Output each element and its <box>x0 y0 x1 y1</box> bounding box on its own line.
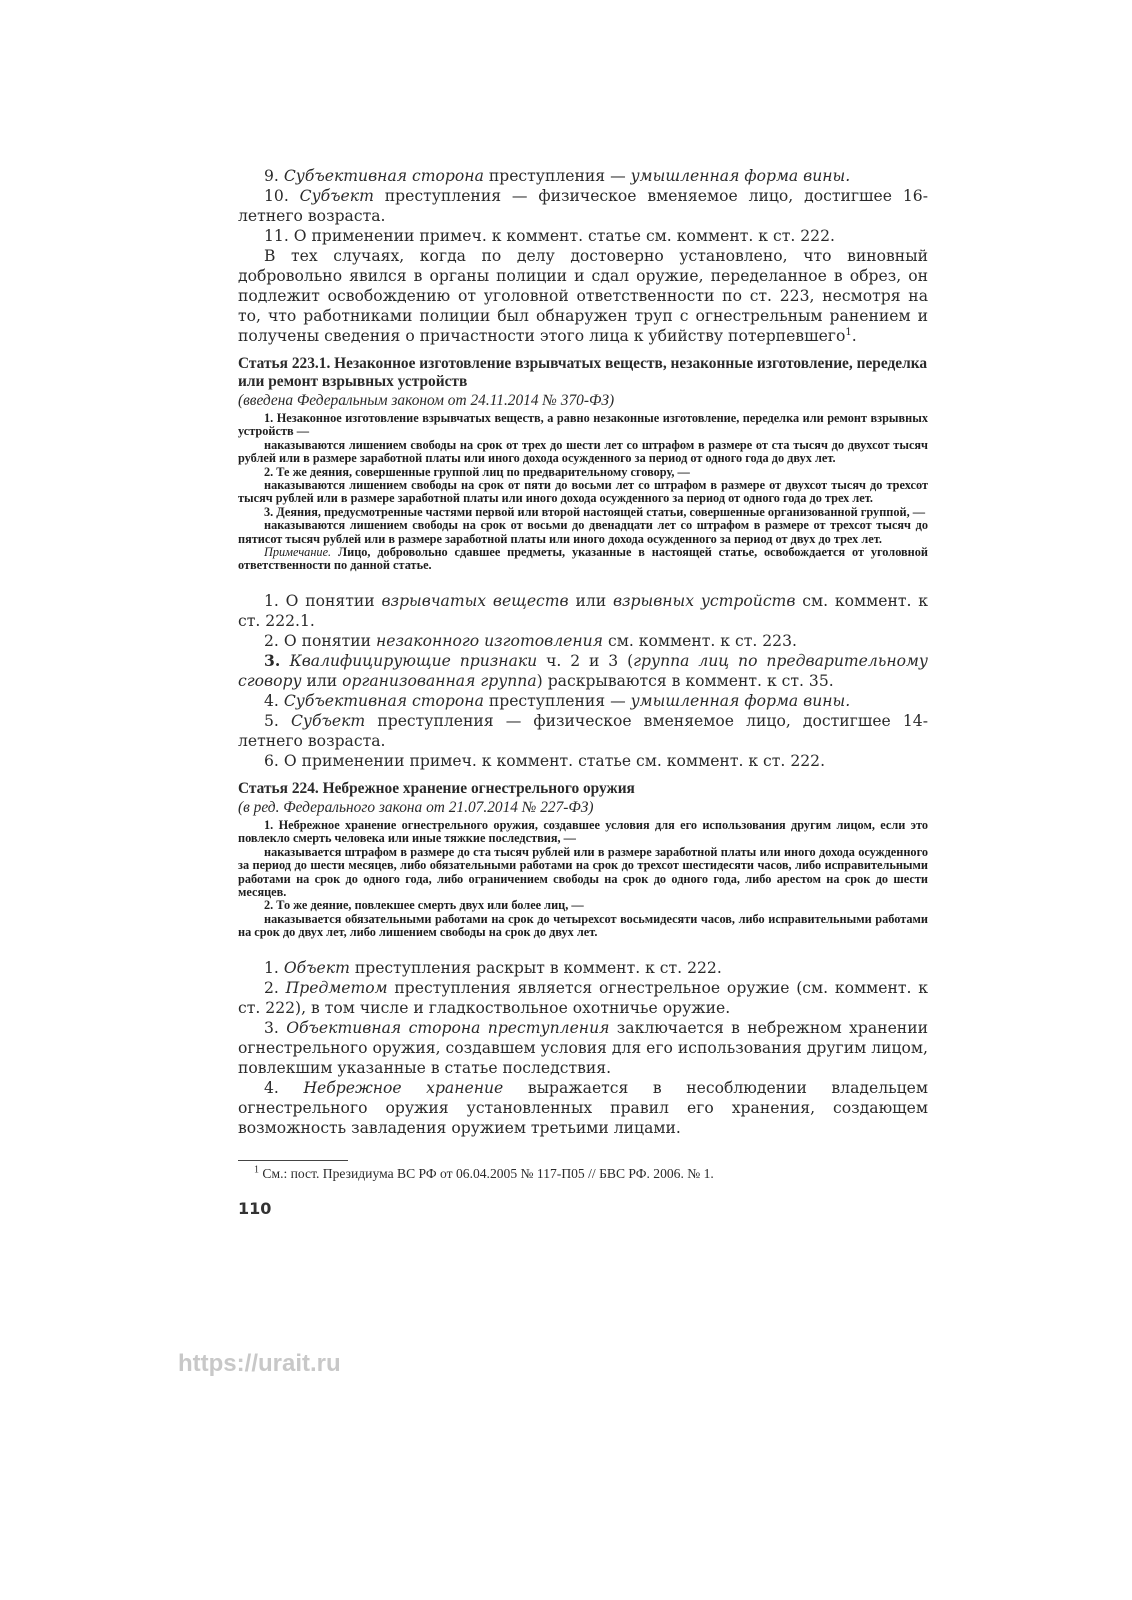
article-223-1-remark: Примечание. Лицо, добровольно сдавшее предметы, указанные в настоящей статье, освобождается от уголовной ответственности по данной статье. <box>238 545 928 573</box>
article-224-note: (в ред. Федерального закона от 21.07.2014 № 227-ФЗ) <box>238 798 594 816</box>
article-223-1-title: Статья 223.1. Незаконное изготовление взрывчатых веществ, незаконные изготовление, переделка или ремонт взрывных устройств <box>238 355 928 390</box>
footnote-divider <box>238 1160 348 1161</box>
commentary-3: 3. Объективная сторона преступления заключается в небрежном хранении огнестрельного оружия, создавшем условия для его использования другим лицом, повлекшим указанные в статье последствия. <box>238 1018 928 1077</box>
comment-1: 1. О понятии взрывчатых веществ или взрывных устройств см. коммент. к ст. 222.1. <box>238 591 928 630</box>
paragraph-10: 10. Субъект преступления — физическое вменяемое лицо, достигшее 16-летнего возраста. <box>238 187 928 225</box>
comment-5: 5. Субъект преступления — физическое вменяемое лицо, достигшее 14-летнего возраста. <box>238 711 928 750</box>
comment-4: 4. Субъективная сторона преступления — умышленная форма вины. <box>264 691 851 710</box>
paragraph-12: В тех случаях, когда по делу достоверно установлено, что виновный добровольно явился в органы полиции и сдал оружие, переделанное в обрез, он подлежит освобождению от уголовной ответственности по ст. 223, несмотря на то, что работниками полиции был обнаружен труп с огнестрельным ранением и получены сведения о причастности этого лица к убийству потерпевшего$^1$. <box>238 247 928 345</box>
article-223-1-note: (введена Федеральным законом от 24.11.2014 № 370-ФЗ) <box>238 392 615 409</box>
watermark: https://urait.ru <box>178 1350 341 1377</box>
page-content <box>238 166 928 1218</box>
commentary-2: 2. Предметом преступления является огнестрельное оружие (см. коммент. к ст. 222), в том числе и гладкоствольное охотничье оружие. <box>238 978 928 1017</box>
comment-3: 3. Квалифицирующие признаки ч. 2 и 3 (группа лиц по предварительному сговору или организованная группа) раскрываются в коммент. к ст. 35. <box>238 650 928 690</box>
comment-6: 6. О применении примеч. к коммент. статье см. коммент. к ст. 222. <box>264 751 826 770</box>
commentary-1: 1. Объект преступления раскрыт в коммент. к ст. 222. <box>264 958 722 977</box>
comment-2: 2. О понятии незаконного изготовления см. коммент. к ст. 223. <box>264 631 797 650</box>
article-224-text: 1. Небрежное хранение огнестрельного оружия, создавшее условия для его использования другим лицом, если это повлекло смерть человека или иные тяжкие последствия, — наказывается штрафом в размере до ста тысяч рублей или в размере заработной платы или иного дохода осужденного за период до шести месяцев, либо обязательными работами на срок до трехсот шестидесяти часов, либо исправительными работами на срок до одного года, либо ограничением свободы на срок до одного года, либо арестом на срок до шести месяцев. 2. То же деяние, повлекшее смерть двух или более лиц, — наказывается обязательными работами на срок до четырехсот восьмидесяти часов, либо исправительными работами на срок до двух лет, либо лишением свободы на срок до двух лет. <box>238 817 928 940</box>
paragraph-9: 9. Субъективная сторона преступления — умышленная форма вины. <box>264 167 851 185</box>
footnote-ref: 1 <box>845 326 852 338</box>
paragraph-11: 11. О применении примеч. к коммент. статье см. коммент. к ст. 222. <box>264 227 835 245</box>
article-224-title: Статья 224. Небрежное хранение огнестрельного оружия <box>238 779 635 797</box>
page-number: 110 <box>238 1198 272 1218</box>
article-223-1-text: 1. Незаконное изготовление взрывчатых веществ, а равно незаконные изготовление, переделка или ремонт взрывных устройств — наказываются лишением свободы на срок от трех до шести лет со штрафом в размере от ста тысяч до двухсот тысяч рублей или в размере заработной платы или иного дохода осужденного за период от одного года до двух лет. 2. Те же деяния, совершенные группой лиц по предварительному сговору, — наказываются лишением свободы на срок от пяти до восьми лет со штрафом в размере от двухсот тысяч до трехсот тысяч рублей или в размере заработной платы или иного дохода осужденного за период от одного года до трех лет. 3. Деяния, предусмотренные частями первой или второй настоящей статьи, совершенные организованной группой, — наказываются лишением свободы на срок от восьми до двенадцати лет со штрафом в размере от трехсот тысяч до пятисот тысяч рублей или в размере заработной платы или иного дохода осужденного за период от двух до трех лет. Примечание. Лицо, добровольно сдавшее предметы, указанные в настоящей статье, освобождается от уголовной ответственности по данной статье. <box>238 411 928 573</box>
footnote: $^1$ См.: пост. Президиума ВС РФ от 06.04.2005 № 117-П05 // БВС РФ. 2006. № 1. <box>254 1164 714 1181</box>
commentary-4: 4. Небрежное хранение выражается в несоблюдении владельцем огнестрельного оружия установленных правил его хранения, создающем возможность завладения оружием третьими лицами. <box>238 1078 928 1137</box>
